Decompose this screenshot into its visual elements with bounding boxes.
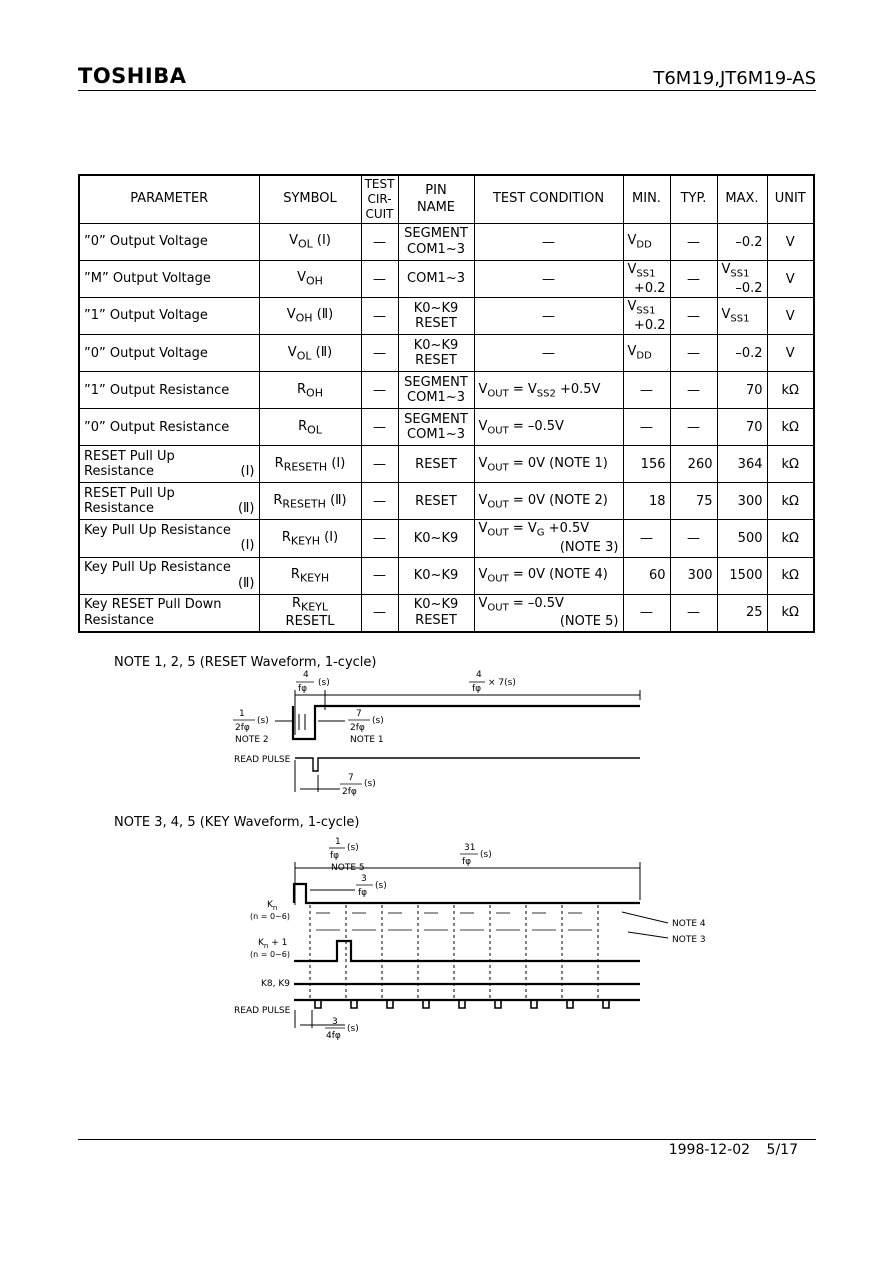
unit-cell: kΩ: [767, 446, 814, 483]
d2-label-note5: NOTE 5: [331, 863, 365, 873]
param-cell: ”1” Output Resistance: [79, 372, 259, 409]
table-row: [79, 372, 814, 409]
symbol-cell: $V_{OL}$ (Ⅰ): [259, 224, 361, 261]
typ-cell: —: [670, 298, 717, 335]
max-cell: 70: [717, 372, 767, 409]
test-circuit-cell: —: [361, 520, 398, 557]
typ-cell: —: [670, 335, 717, 372]
d1-label-read-pulse: READ PULSE: [234, 755, 291, 765]
test-circuit-cell: —: [361, 335, 398, 372]
d2-label-d-den: 4fφ: [326, 1031, 341, 1041]
d2-label-kn1-plus: + 1: [268, 938, 288, 948]
unit-cell: kΩ: [767, 483, 814, 520]
min-cell: $V_{SS1}$ +0.2: [623, 261, 670, 298]
min-cell: $V_{DD}$: [623, 224, 670, 261]
param-cell: ”0” Output Voltage: [79, 224, 259, 261]
test-circuit-cell: —: [361, 372, 398, 409]
pin-name-cell: SEGMENT COM1~3: [398, 409, 474, 446]
pin-name-cell: SEGMENT COM1~3: [398, 372, 474, 409]
pin-name-cell: K0~K9 RESET: [398, 298, 474, 335]
footer-page: 5/17: [766, 1142, 798, 1158]
d1-label-left-den: 2fφ: [235, 723, 250, 733]
d1-label-top-a-den: fφ: [298, 684, 308, 694]
test-condition-cell: $V_{OUT} = V_{SS2} +0.5V$: [474, 372, 623, 409]
param-cell: ”1” Output Voltage: [79, 298, 259, 335]
max-cell: $V_{SS1}$: [717, 298, 767, 335]
symbol-cell: $R_{RESETH}$ (Ⅱ): [259, 483, 361, 520]
footer: [669, 1142, 798, 1158]
table-row: [79, 335, 814, 372]
electrical-characteristics-table: [78, 174, 815, 633]
typ-cell: —: [670, 372, 717, 409]
d1-label-s1: (s): [318, 678, 330, 688]
unit-cell: V: [767, 298, 814, 335]
d1-label-mid-num: 7: [356, 709, 362, 719]
header-min: MIN.: [623, 175, 670, 224]
param-cell: ”M” Output Voltage: [79, 261, 259, 298]
svg-text:Kn + 1: [258, 938, 287, 950]
typ-cell: —: [670, 409, 717, 446]
d2-label-s3: (s): [375, 881, 387, 891]
param-cell: ”0” Output Voltage: [79, 335, 259, 372]
d2-label-b-den: fφ: [462, 857, 472, 867]
test-condition-cell: —: [474, 335, 623, 372]
d2-label-kn: K: [267, 900, 273, 910]
table-row: [79, 520, 814, 557]
d2-label-c-den: fφ: [358, 888, 368, 898]
max-cell: 300: [717, 483, 767, 520]
test-circuit-cell: —: [361, 557, 398, 594]
param-cell: Key Pull Up Resistance (Ⅱ): [79, 557, 259, 594]
pin-name-cell: K0~K9: [398, 557, 474, 594]
d1-label-top-b: 4: [476, 670, 482, 680]
table-row: [79, 224, 814, 261]
test-circuit-cell: —: [361, 483, 398, 520]
d1-label-s2: (s): [257, 716, 269, 726]
test-condition-cell: $V_{OUT} = V_G +0.5V$ (NOTE 3): [474, 520, 623, 557]
min-cell: —: [623, 594, 670, 632]
max-cell: $V_{SS1}$ –0.2: [717, 261, 767, 298]
typ-cell: —: [670, 261, 717, 298]
test-condition-cell: $V_{OUT} = -0.5V$ (NOTE 5): [474, 594, 623, 632]
table-header-row: [79, 175, 814, 224]
d1-label-top-b-suffix: × 7(s): [488, 678, 516, 688]
unit-cell: kΩ: [767, 372, 814, 409]
d2-label-kn-sub: n: [272, 904, 278, 912]
symbol-cell: $R_{KEYH}$: [259, 557, 361, 594]
test-circuit-cell: —: [361, 224, 398, 261]
unit-cell: kΩ: [767, 557, 814, 594]
key-waveform-title: NOTE 3, 4, 5 (KEY Waveform, 1-cycle): [114, 815, 360, 830]
max-cell: –0.2: [717, 224, 767, 261]
d2-label-note4: NOTE 4: [672, 919, 706, 929]
symbol-cell: $V_{OH}$: [259, 261, 361, 298]
unit-cell: kΩ: [767, 594, 814, 632]
symbol-cell: $R_{KEYL}$ RESETL: [259, 594, 361, 632]
typ-cell: 75: [670, 483, 717, 520]
d1-label-left-num: 1: [239, 709, 245, 719]
table-row: [79, 594, 814, 632]
min-cell: 60: [623, 557, 670, 594]
footer-date: 1998-12-02: [668, 1142, 751, 1158]
symbol-cell: $V_{OL}$ (Ⅱ): [259, 335, 361, 372]
d1-label-top-a: 4: [303, 670, 309, 680]
d1-label-s3: (s): [372, 716, 384, 726]
reset-waveform-title: NOTE 1, 2, 5 (RESET Waveform, 1-cycle): [114, 655, 377, 670]
unit-cell: kΩ: [767, 520, 814, 557]
test-condition-cell: —: [474, 298, 623, 335]
test-condition-cell: $V_{OUT} = 0V$ (NOTE 2): [474, 483, 623, 520]
d2-label-a-num: 1: [335, 837, 341, 847]
pin-name-cell: SEGMENT COM1~3: [398, 224, 474, 261]
typ-cell: —: [670, 594, 717, 632]
param-cell: Key RESET Pull Down Resistance: [79, 594, 259, 632]
table-row: [79, 483, 814, 520]
min-cell: $V_{DD}$: [623, 335, 670, 372]
min-cell: —: [623, 520, 670, 557]
d1-label-note1: NOTE 1: [350, 735, 384, 745]
min-cell: 156: [623, 446, 670, 483]
d2-label-s2: (s): [480, 850, 492, 860]
max-cell: 25: [717, 594, 767, 632]
d2-label-note3: NOTE 3: [672, 935, 706, 945]
company-logo: TOSHIBA: [78, 64, 187, 88]
param-cell: RESET Pull Up Resistance (Ⅱ): [79, 483, 259, 520]
test-condition-cell: —: [474, 224, 623, 261]
d2-label-c-num: 3: [361, 874, 367, 884]
symbol-cell: $R_{RESETH}$ (Ⅰ): [259, 446, 361, 483]
pin-name-cell: RESET: [398, 446, 474, 483]
header-symbol: SYMBOL: [259, 175, 361, 224]
test-condition-cell: —: [474, 261, 623, 298]
d1-label-bot-den: 2fφ: [342, 787, 357, 797]
d1-label-bot-num: 7: [348, 773, 354, 783]
d2-label-kn1-sub: n: [263, 942, 269, 950]
d2-label-s4: (s): [347, 1024, 359, 1034]
d2-label-kn1: K: [258, 938, 264, 948]
max-cell: 364: [717, 446, 767, 483]
d2-label-a-den: fφ: [330, 851, 340, 861]
d2-label-b-num: 31: [464, 843, 476, 853]
d2-label-kn-range: (n = 0~6): [250, 912, 290, 921]
header-rule: [78, 90, 816, 91]
d1-label-s4: (s): [364, 779, 376, 789]
test-circuit-cell: —: [361, 446, 398, 483]
header-pin-name: PIN NAME: [398, 175, 474, 224]
d2-label-s1: (s): [347, 843, 359, 853]
min-cell: —: [623, 372, 670, 409]
unit-cell: V: [767, 224, 814, 261]
unit-cell: V: [767, 261, 814, 298]
pin-name-cell: K0~K9 RESET: [398, 335, 474, 372]
test-condition-cell: $V_{OUT} = 0V$ (NOTE 1): [474, 446, 623, 483]
table-row: [79, 557, 814, 594]
min-cell: 18: [623, 483, 670, 520]
min-cell: $V_{SS1}$ +0.2: [623, 298, 670, 335]
test-circuit-cell: —: [361, 298, 398, 335]
document-id: T6M19,JT6M19-AS: [653, 68, 816, 89]
max-cell: –0.2: [717, 335, 767, 372]
test-circuit-cell: —: [361, 594, 398, 632]
test-circuit-cell: —: [361, 409, 398, 446]
d2-label-read-pulse: READ PULSE: [234, 1006, 291, 1016]
test-condition-cell: $V_{OUT} = 0V$ (NOTE 4): [474, 557, 623, 594]
d1-label-note2: NOTE 2: [235, 735, 269, 745]
max-cell: 1500: [717, 557, 767, 594]
d1-label-top-b-den: fφ: [472, 684, 482, 694]
test-circuit-cell: —: [361, 261, 398, 298]
pin-name-cell: K0~K9: [398, 520, 474, 557]
symbol-cell: $R_{OL}$: [259, 409, 361, 446]
param-cell: RESET Pull Up Resistance (Ⅰ): [79, 446, 259, 483]
d2-label-d-num: 3: [332, 1017, 338, 1027]
unit-cell: V: [767, 335, 814, 372]
symbol-cell: $R_{KEYH}$ (Ⅰ): [259, 520, 361, 557]
symbol-cell: $R_{OH}$: [259, 372, 361, 409]
table-row: [79, 446, 814, 483]
pin-name-cell: RESET: [398, 483, 474, 520]
d2-label-k8-k9: K8, K9: [261, 979, 290, 989]
typ-cell: —: [670, 224, 717, 261]
symbol-cell: $V_{OH}$ (Ⅱ): [259, 298, 361, 335]
svg-text:Kn: [267, 900, 277, 912]
min-cell: —: [623, 409, 670, 446]
header-test-condition: TEST CONDITION: [474, 175, 623, 224]
table-row: [79, 409, 814, 446]
table-row: [79, 261, 814, 298]
pin-name-cell: K0~K9 RESET: [398, 594, 474, 632]
unit-cell: kΩ: [767, 409, 814, 446]
header-max: MAX.: [717, 175, 767, 224]
param-cell: Key Pull Up Resistance (Ⅰ): [79, 520, 259, 557]
footer-rule: [78, 1139, 816, 1140]
header-test-circuit: TEST CIR- CUIT: [361, 175, 398, 224]
header-parameter: PARAMETER: [79, 175, 259, 224]
max-cell: 500: [717, 520, 767, 557]
test-condition-cell: $V_{OUT} = -0.5V$: [474, 409, 623, 446]
pin-name-cell: COM1~3: [398, 261, 474, 298]
header-unit: UNIT: [767, 175, 814, 224]
header-typ: TYP.: [670, 175, 717, 224]
param-cell: ”0” Output Resistance: [79, 409, 259, 446]
typ-cell: —: [670, 520, 717, 557]
typ-cell: 300: [670, 557, 717, 594]
table-row: [79, 298, 814, 335]
max-cell: 70: [717, 409, 767, 446]
d1-label-mid-den: 2fφ: [350, 723, 365, 733]
d2-label-kn1-range: (n = 0~6): [250, 950, 290, 959]
typ-cell: 260: [670, 446, 717, 483]
